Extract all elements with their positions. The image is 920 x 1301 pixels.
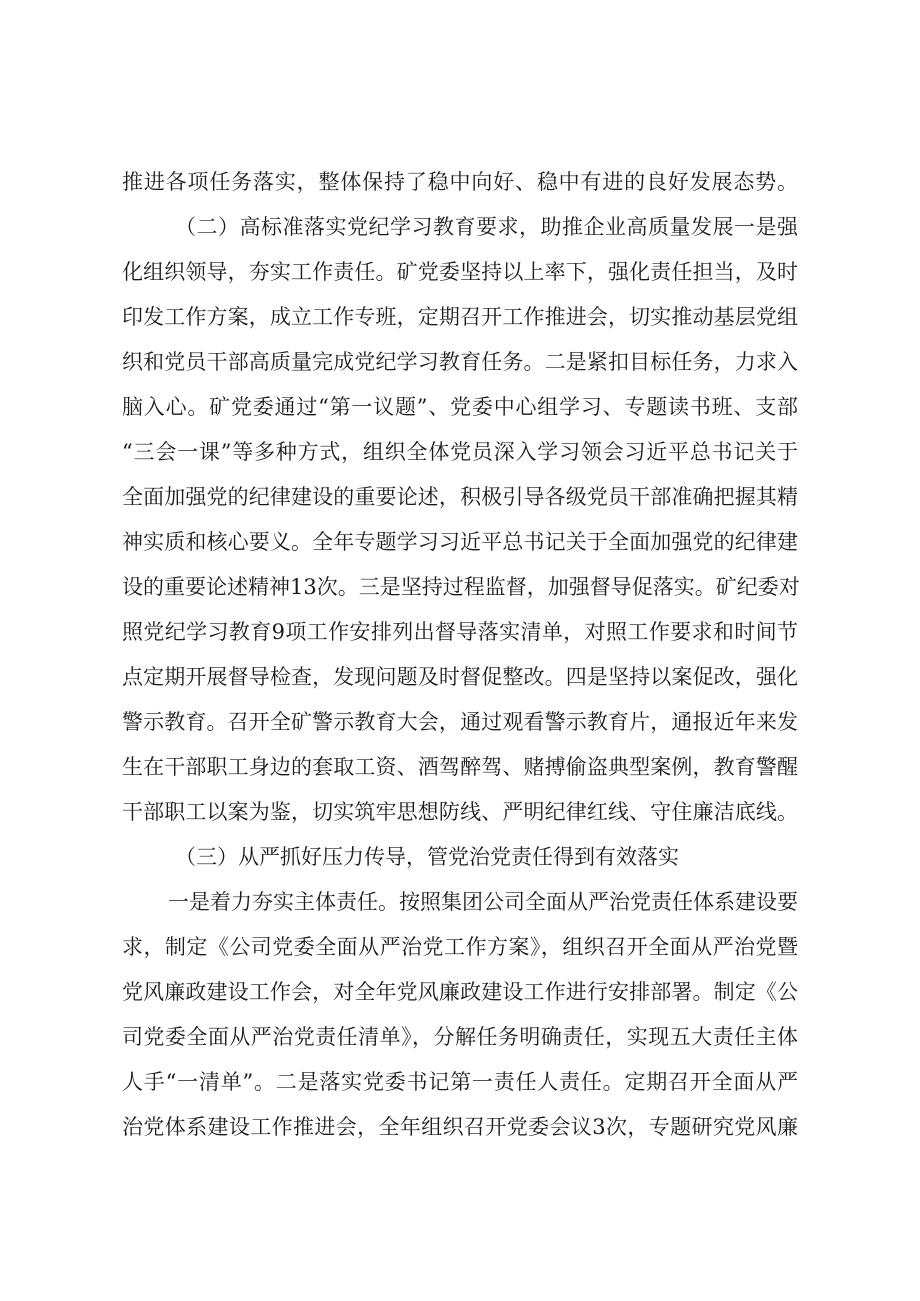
text-line: 神实质和核心要义。全年专题学习习近平总书记关于全面加强党的纪律建 (122, 530, 798, 554)
text-line: 织和党员干部高质量完成党纪学习教育任务。二是紧扣目标任务，力求入 (122, 350, 798, 374)
text-line: “三会一课”等多种方式，组织全体党员深入学习领会习近平总书记关于 (122, 440, 798, 464)
text-line: 印发工作方案，成立工作专班，定期召开工作推进会，切实推动基层党组 (122, 305, 798, 329)
text-line: 生在干部职工身边的套取工资、酒驾醉驾、赌搏偷盗典型案例，教育警醒 (122, 755, 798, 779)
text-line: 一是着力夯实主体责任。按照集团公司全面从严治党责任体系建设要 (168, 890, 798, 914)
text-line: 求，制定《公司党委全面从严治党工作方案》，组织召开全面从严治党暨 (122, 935, 798, 959)
text-line: 治党体系建设工作推进会，全年组织召开党委会议3次，专题研究党风廉 (122, 1115, 798, 1139)
text-line: 照党纪学习教育9项工作安排列出督导落实清单，对照工作要求和时间节 (122, 620, 798, 644)
text-line: 设的重要论述精神13次。三是坚持过程监督，加强督导促落实。矿纪委对 (122, 575, 800, 599)
text-line: 点定期开展督导检查，发现问题及时督促整改。四是坚持以案促改，强化 (122, 665, 798, 689)
text-line: 推进各项任务落实，整体保持了稳中向好、稳中有进的良好发展态势。 (122, 170, 798, 194)
text-line: 干部职工以案为鉴，切实筑牢思想防线、严明纪律红线、守住廉洁底线。 (122, 800, 798, 824)
text-line: 警示教育。召开全矿警示教育大会，通过观看警示教育片，通报近年来发 (122, 710, 798, 734)
text-line: 党风廉政建设工作会，对全年党风廉政建设工作进行安排部署。制定《公 (122, 980, 798, 1004)
section-heading: （三）从严抓好压力传导，管党治党责任得到有效落实 (175, 845, 679, 869)
text-line: 人手“一清单”。二是落实党委书记第一责任人责任。定期召开全面从严 (122, 1070, 798, 1094)
section-heading-line: （二）高标准落实党纪学习教育要求，助推企业高质量发展一是强 (175, 215, 798, 239)
text-line: 脑入心。矿党委通过“第一议题”、党委中心组学习、专题读书班、支部 (122, 395, 798, 419)
text-line: 化组织领导，夯实工作责任。矿党委坚持以上率下，强化责任担当，及时 (122, 260, 798, 284)
text-line: 司党委全面从严治党责任清单》，分解任务明确责任，实现五大责任主体 (122, 1025, 798, 1049)
text-line: 全面加强党的纪律建设的重要论述，积极引导各级党员干部准确把握其精 (122, 485, 798, 509)
